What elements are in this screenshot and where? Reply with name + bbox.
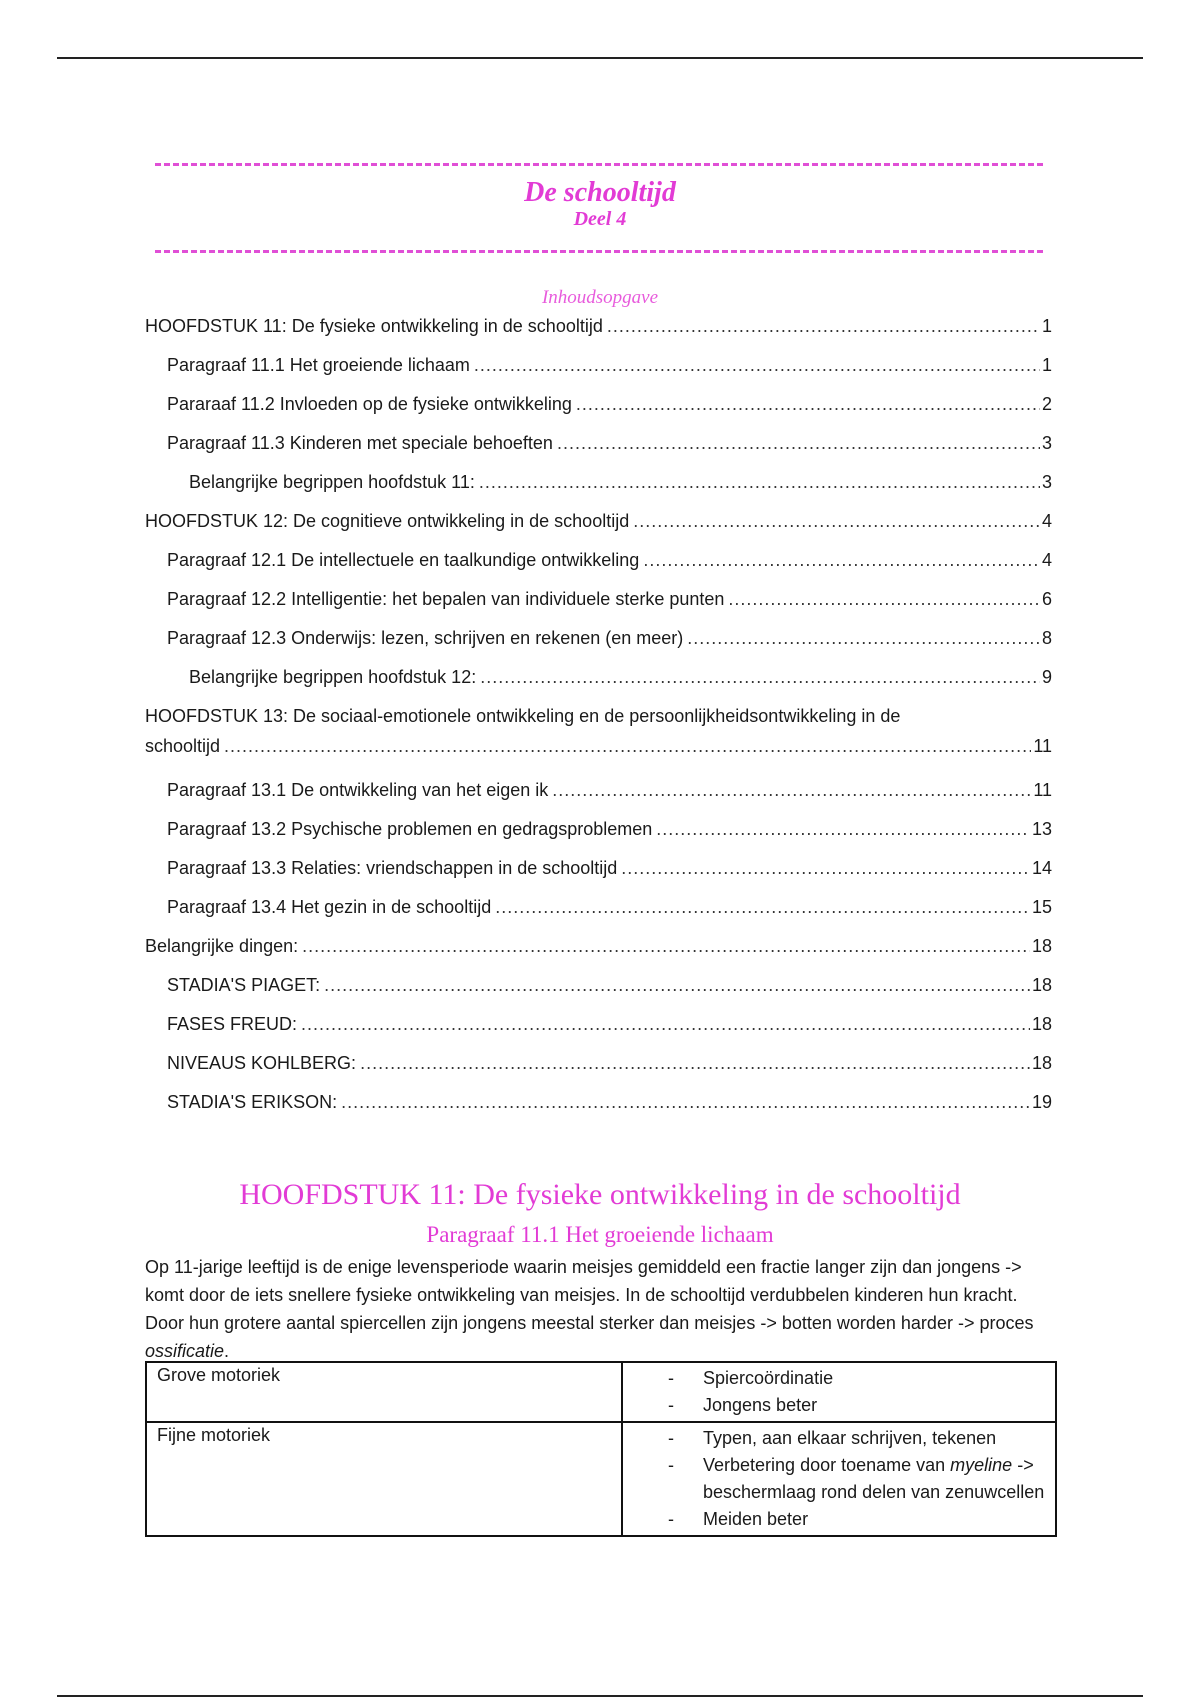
toc-leader bbox=[633, 509, 1040, 533]
toc-leader bbox=[495, 895, 1030, 919]
toc-leader bbox=[607, 314, 1040, 338]
toc-entry[interactable] bbox=[145, 314, 1052, 353]
table-cell-list bbox=[622, 1422, 1056, 1536]
bullet-list bbox=[623, 1363, 1055, 1421]
toc-entry-text: HOOFDSTUK 12: De cognitieve ontwikkeling in de schooltijd bbox=[145, 509, 633, 533]
toc-heading: Inhoudsopgave bbox=[541, 287, 659, 308]
toc-entry[interactable] bbox=[145, 509, 1052, 548]
document-subtitle: Deel 4 bbox=[573, 208, 627, 230]
table-of-contents bbox=[145, 314, 1052, 1129]
toc-entry-text: HOOFDSTUK 13: De sociaal-emotionele ontwikkeling en de persoonlijkheidsontwikkeling in de bbox=[145, 706, 901, 726]
toc-entry-page: 8 bbox=[1041, 628, 1052, 648]
document-title: De schooltijd bbox=[524, 177, 676, 208]
toc-entry[interactable] bbox=[145, 470, 1052, 509]
list-item: - Jongens beter bbox=[623, 1392, 1055, 1419]
toc-leader bbox=[687, 626, 1040, 650]
toc-leader bbox=[643, 548, 1040, 572]
toc-entry[interactable] bbox=[145, 1051, 1052, 1090]
toc-entry-page: 6 bbox=[1041, 589, 1052, 609]
toc-entry[interactable] bbox=[145, 353, 1052, 392]
toc-entry-text: HOOFDSTUK 11: De fysieke ontwikkeling in de schooltijd bbox=[145, 314, 607, 338]
toc-entry-page: 18 bbox=[1031, 1014, 1052, 1034]
toc-entry[interactable] bbox=[145, 1012, 1052, 1051]
list-item: - Spiercoördinatie bbox=[623, 1365, 1055, 1392]
toc-leader bbox=[552, 778, 1031, 802]
toc-leader bbox=[302, 934, 1030, 958]
toc-entry[interactable] bbox=[145, 548, 1052, 587]
title-divider-bottom bbox=[155, 250, 1043, 253]
toc-entry-page: 13 bbox=[1031, 819, 1052, 839]
toc-leader bbox=[480, 665, 1040, 689]
table-cell-label: Fijne motoriek bbox=[146, 1422, 622, 1536]
toc-leader bbox=[474, 353, 1040, 377]
toc-entry[interactable] bbox=[145, 817, 1052, 856]
toc-entry[interactable] bbox=[145, 587, 1052, 626]
toc-entry[interactable] bbox=[145, 626, 1052, 665]
paragraph-heading: Paragraaf 11.1 Het groeiende lichaam bbox=[426, 1222, 774, 1247]
toc-entry[interactable] bbox=[145, 1090, 1052, 1129]
toc-entry-text: Belangrijke begrippen hoofdstuk 11: bbox=[189, 470, 479, 494]
toc-entry-text: Belangrijke dingen: bbox=[145, 934, 302, 958]
toc-entry-page: 3 bbox=[1041, 433, 1052, 453]
table-cell-list bbox=[622, 1362, 1056, 1422]
toc-entry-text: Paragraaf 12.1 De intellectuele en taalkundige ontwikkeling bbox=[167, 548, 643, 572]
toc-entry[interactable] bbox=[145, 665, 1052, 704]
toc-entry-page: 1 bbox=[1041, 355, 1052, 375]
toc-leader bbox=[557, 431, 1040, 455]
body-text-italic: ossificatie bbox=[145, 1341, 225, 1361]
toc-entry-page: 15 bbox=[1031, 897, 1052, 917]
page-bottom-rule bbox=[57, 1695, 1143, 1697]
body-text-end: . bbox=[224, 1341, 230, 1361]
toc-entry-page: 9 bbox=[1041, 667, 1052, 687]
toc-entry-text: Paragraaf 13.1 De ontwikkeling van het eigen ik bbox=[167, 778, 552, 802]
toc-entry-page: 18 bbox=[1031, 975, 1052, 995]
toc-entry-page: 4 bbox=[1041, 511, 1052, 531]
body-paragraph bbox=[145, 1253, 1060, 1365]
toc-entry-text: Paragraaf 11.1 Het groeiende lichaam bbox=[167, 353, 474, 377]
toc-entry-page: 11 bbox=[1033, 780, 1052, 800]
toc-entry[interactable] bbox=[145, 973, 1052, 1012]
toc-leader bbox=[621, 856, 1030, 880]
toc-entry[interactable] bbox=[145, 934, 1052, 973]
toc-entry-text: Paragraaf 12.2 Intelligentie: het bepalen van individuele sterke punten bbox=[167, 587, 728, 611]
toc-leader bbox=[360, 1051, 1030, 1075]
toc-entry-page: 18 bbox=[1031, 936, 1052, 956]
toc-entry[interactable] bbox=[145, 392, 1052, 431]
toc-entry-text-continued: schooltijd bbox=[145, 734, 224, 758]
chapter-heading: HOOFDSTUK 11: De fysieke ontwikkeling in de schooltijd bbox=[239, 1178, 961, 1211]
table-row bbox=[146, 1362, 1056, 1422]
toc-entry-text: Paragraaf 13.2 Psychische problemen en gedragsproblemen bbox=[167, 817, 656, 841]
list-item-text-end: -> beschermlaag rond delen van zenuwcellen bbox=[703, 1455, 1045, 1502]
toc-entry-text: Paragraaf 13.3 Relaties: vriendschappen in de schooltijd bbox=[167, 856, 621, 880]
toc-entry-text: Belangrijke begrippen hoofdstuk 12: bbox=[189, 665, 480, 689]
body-text: Op 11-jarige leeftijd is de enige levensperiode waarin meisjes gemiddeld een fractie langer zijn dan jongens -> komt door de iets snellere fysieke ontwikkeling van meisjes. In de schooltijd verdubbelen kinderen hun kracht. Door hun grotere aantal spiercellen zijn jongens meestal sterker dan meisjes -> botten worden harder -> proces bbox=[145, 1257, 1034, 1333]
toc-leader bbox=[576, 392, 1040, 416]
toc-leader bbox=[479, 470, 1040, 494]
toc-entry-text: Paragraaf 12.3 Onderwijs: lezen, schrijven en rekenen (en meer) bbox=[167, 626, 687, 650]
toc-entry-page: 11 bbox=[1033, 736, 1052, 756]
toc-entry-text: NIVEAUS KOHLBERG: bbox=[167, 1051, 360, 1075]
toc-entry-page: 3 bbox=[1041, 472, 1052, 492]
table-row bbox=[146, 1422, 1056, 1536]
list-item bbox=[623, 1452, 1055, 1506]
toc-entry-text: FASES FREUD: bbox=[167, 1012, 301, 1036]
toc-entry-page: 2 bbox=[1041, 394, 1052, 414]
toc-entry[interactable] bbox=[145, 431, 1052, 470]
toc-entry-page: 19 bbox=[1031, 1092, 1052, 1112]
list-item-italic: myeline bbox=[950, 1455, 1013, 1475]
toc-entry-page: 18 bbox=[1031, 1053, 1052, 1073]
bullet-list bbox=[623, 1423, 1055, 1535]
toc-entry-page: 1 bbox=[1041, 316, 1052, 336]
toc-leader bbox=[301, 1012, 1030, 1036]
toc-entry[interactable] bbox=[145, 704, 1052, 778]
toc-entry-page: 4 bbox=[1041, 550, 1052, 570]
toc-entry[interactable] bbox=[145, 895, 1052, 934]
toc-entry-text: Paragraaf 11.3 Kinderen met speciale behoeften bbox=[167, 431, 557, 455]
toc-leader bbox=[728, 587, 1040, 611]
list-item: - Typen, aan elkaar schrijven, tekenen bbox=[623, 1425, 1055, 1452]
toc-leader bbox=[224, 734, 1031, 758]
toc-entry-text: Pararaaf 11.2 Invloeden op de fysieke ontwikkeling bbox=[167, 392, 576, 416]
list-item: - Meiden beter bbox=[623, 1506, 1055, 1533]
motor-skills-table bbox=[145, 1361, 1057, 1537]
toc-entry-text: STADIA'S ERIKSON: bbox=[167, 1090, 341, 1114]
toc-leader bbox=[656, 817, 1030, 841]
page-top-rule bbox=[57, 57, 1143, 59]
title-divider-top bbox=[155, 163, 1043, 166]
toc-leader bbox=[341, 1090, 1030, 1114]
toc-entry[interactable] bbox=[145, 778, 1052, 817]
list-item-text: Verbetering door toename van bbox=[703, 1455, 951, 1475]
toc-entry-page: 14 bbox=[1031, 858, 1052, 878]
toc-leader bbox=[324, 973, 1030, 997]
table-cell-label: Grove motoriek bbox=[146, 1362, 622, 1422]
toc-entry-text: STADIA'S PIAGET: bbox=[167, 973, 324, 997]
toc-entry[interactable] bbox=[145, 856, 1052, 895]
toc-entry-text: Paragraaf 13.4 Het gezin in de schooltijd bbox=[167, 895, 495, 919]
